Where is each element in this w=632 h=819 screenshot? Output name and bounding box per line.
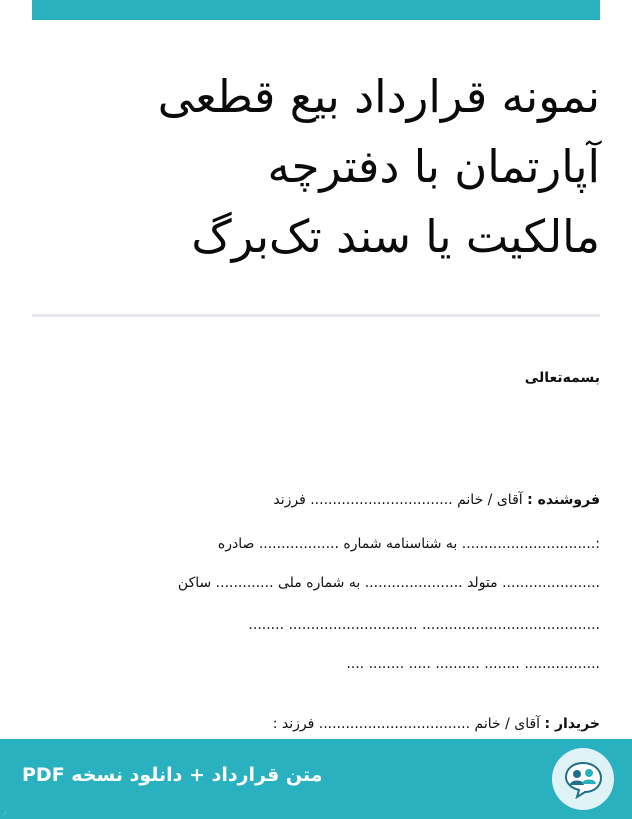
title-divider [32, 314, 600, 317]
seller-name-field: آقای / خانم ................................ فرزند [273, 492, 528, 508]
title-line-3: مالکیت یا سند تک‌برگ [191, 210, 600, 263]
seller-line-3: ...................... متولد ...................... به شماره ملی ............. ساکن [177, 575, 600, 591]
seller-line-1 [32, 490, 600, 510]
buyer-line-1 [32, 714, 600, 734]
seller-line-2: :.............................. به شناسنامه شماره .................. صادره [217, 536, 600, 552]
seller-line-4: ........................................ ............................. ........ [248, 617, 600, 633]
title-line-1: نمونه قرارداد بیع قطعی [157, 70, 600, 123]
seller-label: فروشنده : [527, 492, 600, 508]
invocation-text: بسمه‌تعالی [524, 370, 600, 386]
title-line-2: آپارتمان با دفترچه [267, 140, 600, 193]
corner-mark: ر [3, 806, 7, 815]
page-title [32, 62, 600, 272]
buyer-label: خریدار : [544, 716, 600, 732]
download-cta-text[interactable]: متن قرارداد + دانلود نسخه PDF [22, 764, 323, 786]
seller-line-5: ................. ........ .......... ..... ........ .... [346, 656, 600, 672]
buyer-name-field: آقای / خانم .................................. فرزند : [272, 716, 545, 732]
users-chat-icon [561, 759, 605, 799]
site-logo [552, 748, 614, 810]
top-accent-bar [32, 0, 600, 20]
